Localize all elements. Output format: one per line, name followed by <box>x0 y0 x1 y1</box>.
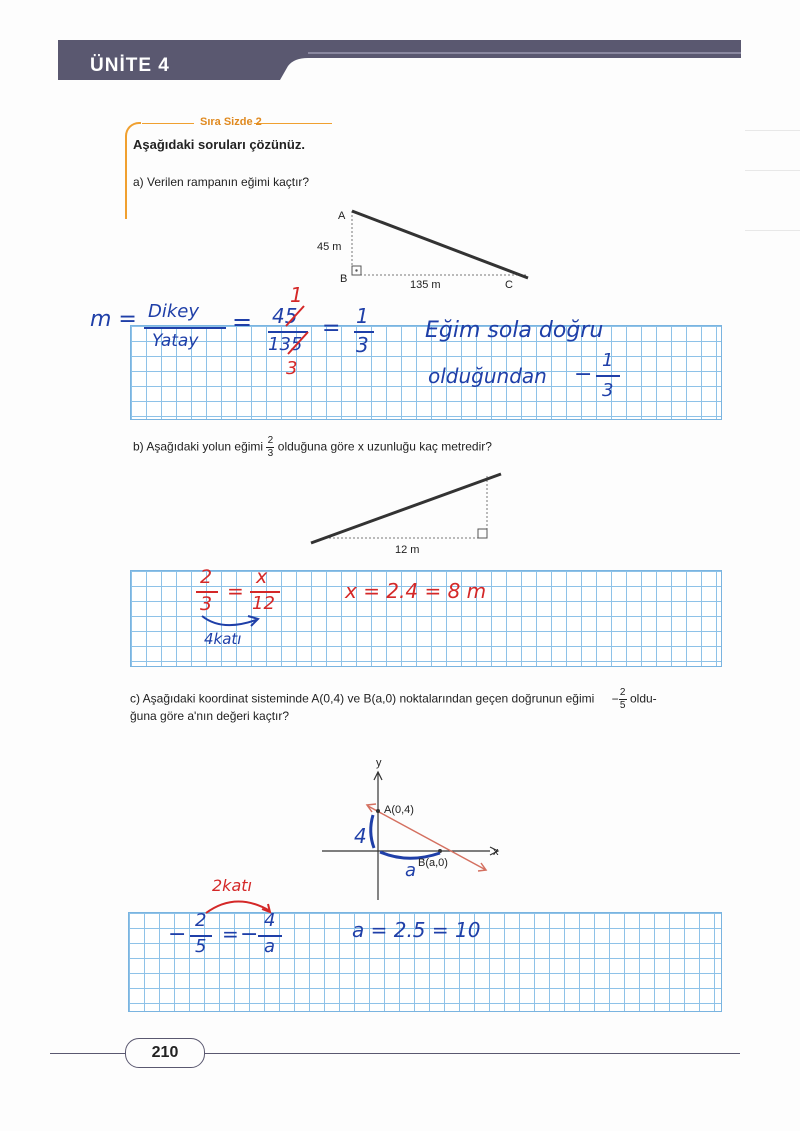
hw-note-line2: olduğundan <box>428 364 547 388</box>
hw-lhs-num: 2 <box>200 566 213 588</box>
hw-fraction-bar <box>596 375 620 377</box>
hw-lhs-den: 5 <box>195 936 207 957</box>
question-c-text-end: oldu- <box>629 691 657 706</box>
margin-ghost-line <box>745 170 800 171</box>
point-a-coord: A(0,4) <box>384 804 414 816</box>
slope-fraction <box>266 436 274 459</box>
fraction-numerator: 2 <box>619 687 626 698</box>
hw-cancel-denominator: 3 <box>286 358 298 379</box>
hw-note: 4katı <box>204 630 242 648</box>
hw-cancel-numerator: 1 <box>290 283 303 307</box>
hw-equals: = <box>322 316 341 341</box>
coordinate-figure <box>318 760 508 905</box>
hw-note: 2katı <box>212 876 252 895</box>
hw-note-num: 1 <box>602 350 614 371</box>
point-b-label: B <box>340 273 348 285</box>
y-axis-label: y <box>376 757 382 769</box>
base-label: 135 m <box>410 279 441 291</box>
page-number: 210 <box>125 1038 205 1068</box>
point-b-coord: B(a,0) <box>418 857 448 869</box>
fraction-sign: − <box>611 691 619 706</box>
road-figure <box>305 470 505 550</box>
margin-ghost-line <box>745 230 800 231</box>
hw-rhs-num: 4 <box>264 910 276 931</box>
question-c-text-start: c) Aşağıdaki koordinat sisteminde A(0,4) ve B(a,0) noktalarından geçen doğrunun eğimi <box>130 691 595 706</box>
hw-length-a: a <box>405 860 417 881</box>
hw-slope-symbol: m = <box>90 307 137 332</box>
x-axis-label: x <box>493 846 499 858</box>
hw-lhs-den: 3 <box>200 593 213 615</box>
fraction-numerator: 2 <box>267 435 274 446</box>
hw-rhs-den: a <box>264 936 276 957</box>
question-b-text-start: b) Aşağıdaki yolun eğimi <box>133 439 264 454</box>
question-c-line2: ğuna göre a'nın değeri kaçtır? <box>130 709 290 723</box>
point-a-label: A <box>338 210 346 222</box>
question-b-text-end: olduğuna göre x uzunluğu kaç metredir? <box>277 439 492 454</box>
hw-result: a = 2.5 = 10 <box>352 918 481 942</box>
hw-rise-word: Dikey <box>148 301 200 322</box>
hw-rhs-den: 12 <box>252 593 275 614</box>
activity-rule <box>254 123 332 124</box>
hw-note-sign: − <box>574 362 593 387</box>
unit-title: ÜNİTE 4 <box>90 55 170 76</box>
hw-fraction-bar <box>144 327 226 329</box>
point-c-label: C <box>505 279 513 291</box>
hw-length-4: 4 <box>354 824 367 848</box>
hw-note-line1: Eğim sola doğru <box>425 318 604 343</box>
hw-denominator-135: 135 <box>268 334 303 355</box>
fraction-denominator: 3 <box>267 448 274 459</box>
hw-equals: = <box>232 308 253 336</box>
hw-equals: = <box>227 579 244 603</box>
activity-instruction: Aşağıdaki soruları çözünüz. <box>133 137 305 152</box>
question-b-text <box>133 436 492 459</box>
margin-ghost-line <box>745 130 800 131</box>
slope-fraction <box>619 688 627 711</box>
fraction-denominator: 5 <box>619 700 626 711</box>
activity-rule <box>142 123 194 124</box>
hw-cancel-strokes <box>266 298 316 358</box>
question-c-line1 <box>130 688 720 711</box>
hw-lhs-sign: − <box>168 922 187 947</box>
hw-rhs-num: x <box>256 566 268 588</box>
activity-label: Sıra Sizde 2 <box>200 116 262 128</box>
hw-run-word: Yatay <box>152 331 199 351</box>
hw-result-num: 1 <box>356 304 369 328</box>
height-label: 45 m <box>317 241 342 253</box>
hw-result: x = 2.4 = 8 m <box>345 579 487 603</box>
hw-result-den: 3 <box>356 333 369 357</box>
hw-numerator-45: 45 <box>272 304 298 328</box>
road-base-label: 12 m <box>395 544 420 556</box>
hw-equals: = <box>222 922 239 946</box>
hw-note-den: 3 <box>602 380 614 401</box>
hw-lhs-num: 2 <box>195 910 207 931</box>
question-a-text: a) Verilen rampanın eğimi kaçtır? <box>133 175 310 189</box>
hw-rhs-sign: − <box>240 922 259 947</box>
